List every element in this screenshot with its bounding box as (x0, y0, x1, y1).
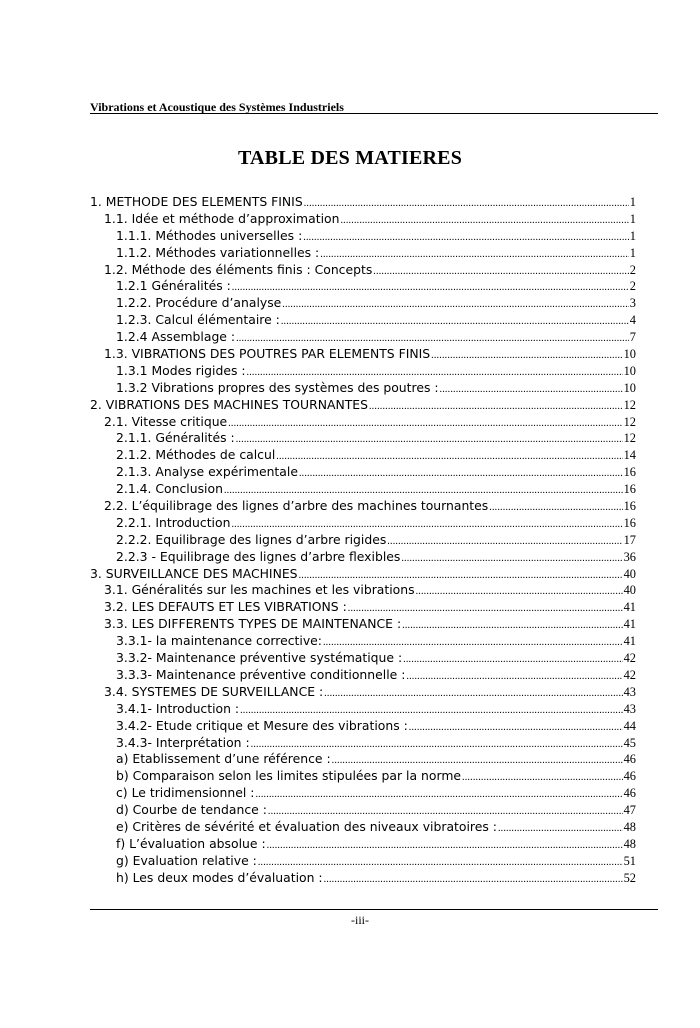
toc-entry-page: 36 (623, 549, 636, 564)
toc-entry-text: 1.2.2. Procédure d’analyse (116, 295, 282, 311)
toc-entry-page: 2 (629, 262, 636, 277)
toc-entry-page: 1 (629, 195, 636, 209)
toc-leader-dots (340, 213, 628, 228)
toc-entry-page: 43 (623, 701, 636, 716)
toc-entry-page: 47 (623, 803, 636, 818)
toc-leader-dots (489, 500, 622, 515)
toc-entry[interactable] (90, 667, 636, 684)
toc-entry-text: 2.1.4. Conclusion (116, 481, 223, 497)
toc-entry-page: 46 (623, 752, 636, 767)
toc-leader-dots (402, 618, 622, 633)
toc-entry-page: 41 (623, 617, 636, 632)
toc-entry-text: 1.2.3. Calcul élémentaire : (116, 312, 280, 328)
toc-entry-page: 7 (629, 330, 636, 345)
toc-leader-dots (320, 247, 629, 262)
toc-entry[interactable] (90, 430, 636, 447)
toc-leader-dots (255, 787, 622, 802)
toc-entry[interactable] (90, 262, 636, 279)
toc-entry-text: f) L’évaluation absolue : (116, 835, 266, 851)
toc-entry-page: 16 (623, 465, 636, 480)
toc-entry-page: 10 (623, 363, 636, 378)
toc-entry-text: 1. METHODE DES ELEMENTS FINIS (90, 194, 303, 209)
toc-entry-page: 14 (623, 448, 636, 463)
toc-entry-text: d) Courbe de tendance : (116, 802, 267, 818)
toc-leader-dots (403, 652, 622, 667)
toc-entry-text: 3.3.3- Maintenance préventive conditionnelle : (116, 666, 406, 682)
toc-entry[interactable] (90, 870, 636, 887)
toc-leader-dots (299, 568, 623, 583)
toc-entry-text: 1.3.1 Modes rigides : (116, 362, 246, 378)
toc-entry-text: b) Comparaison selon les limites stipulées par la norme (116, 768, 462, 784)
toc-entry-text: 3.3. LES DIFFERENTS TYPES DE MAINTENANCE : (104, 616, 402, 632)
toc-leader-dots (276, 449, 622, 464)
toc-entry-text: c) Le tridimensionnel : (116, 785, 255, 801)
running-header: Vibrations et Acoustique des Systèmes Industriels (90, 100, 344, 114)
toc-leader-dots (224, 483, 623, 498)
toc-entry-page: 40 (623, 583, 636, 598)
toc-entry-text: 2.1.3. Analyse expérimentale (116, 464, 298, 480)
toc-leader-dots (387, 534, 622, 549)
toc-entry[interactable] (90, 599, 636, 616)
toc-entry-text: 3.2. LES DEFAUTS ET LES VIBRATIONS : (104, 599, 347, 615)
toc-entry-page: 42 (623, 667, 636, 682)
toc-title: TABLE DES MATIERES (237, 147, 463, 169)
toc-leader-dots (247, 365, 623, 380)
toc-leader-dots (401, 551, 622, 566)
toc-leader-dots (348, 601, 623, 616)
toc-entry[interactable] (90, 397, 636, 414)
toc-entry-text: 1.2.1 Généralités : (116, 278, 231, 294)
toc-entry-text: e) Critères de sévérité et évaluation des niveaux vibratoires : (116, 818, 497, 834)
header-rule (90, 113, 658, 114)
toc-entry-text: 3.4. SYSTEMES DE SURVEILLANCE : (104, 683, 324, 699)
toc-leader-dots (251, 737, 623, 752)
toc-leader-dots (406, 669, 622, 684)
toc-entry-page: 16 (623, 499, 636, 514)
toc-entry-page: 2 (629, 279, 636, 294)
toc-leader-dots (323, 635, 623, 650)
toc-entry[interactable] (90, 836, 636, 853)
toc-leader-dots (231, 517, 622, 532)
toc-entry-text: 1.2.4 Assemblage : (116, 329, 236, 345)
toc-leader-dots (431, 348, 622, 363)
toc-entry-text: 2. VIBRATIONS DES MACHINES TOURNANTES (90, 396, 368, 412)
toc-entry[interactable] (90, 498, 636, 515)
toc-entry-text: 2.2.2. Equilibrage des lignes d’arbre rigides (116, 531, 387, 547)
toc-entry[interactable] (90, 616, 636, 633)
toc-entry-text: 3.1. Généralités sur les machines et les vibrations (104, 582, 415, 598)
toc-entry-text: a) Etablissement d’une référence : (116, 751, 331, 767)
toc-entry-page: 48 (623, 819, 636, 834)
toc-entry[interactable] (90, 228, 636, 245)
toc-leader-dots (267, 838, 623, 853)
toc-entry[interactable] (90, 718, 636, 735)
toc-entry[interactable] (90, 785, 636, 802)
toc-entry[interactable] (90, 633, 636, 650)
toc-entry-text: h) Les deux modes d’évaluation : (116, 869, 323, 885)
toc-entry[interactable] (90, 363, 636, 380)
toc-leader-dots (228, 416, 622, 431)
toc-entry-text: 2.1.2. Méthodes de calcul (116, 447, 276, 463)
toc-entry[interactable] (90, 853, 636, 870)
toc-entry[interactable] (90, 532, 636, 549)
toc-entry-page: 1 (629, 245, 636, 260)
toc-entry-page: 10 (623, 347, 636, 362)
toc-entry-page: 16 (623, 482, 636, 497)
toc-entry-page: 17 (623, 532, 636, 547)
toc-leader-dots (409, 720, 623, 735)
toc-entry-text: 1.1.1. Méthodes universelles : (116, 227, 303, 243)
toc-entry-text: g) Evaluation relative : (116, 852, 257, 868)
toc-entry[interactable] (90, 566, 636, 583)
toc-entry[interactable] (90, 312, 636, 329)
toc-entry[interactable] (90, 245, 636, 262)
toc-entry[interactable] (90, 447, 636, 464)
toc-entry-text: 1.2. Méthode des éléments finis : Concepts (104, 261, 373, 277)
toc-entry-page: 40 (623, 566, 636, 581)
toc-entry[interactable] (90, 819, 636, 836)
toc-entry-text: 1.3.2 Vibrations propres des systèmes des poutres : (116, 379, 439, 395)
toc-leader-dots (236, 432, 623, 447)
toc-entry-page: 12 (623, 397, 636, 412)
toc-entry-page: 48 (623, 836, 636, 851)
toc-entry-page: 16 (623, 515, 636, 530)
toc-entry[interactable] (90, 768, 636, 785)
toc-leader-dots (282, 297, 629, 312)
toc-leader-dots (324, 872, 623, 887)
toc-leader-dots (258, 855, 623, 870)
toc-entry-text: 3.4.2- Etude critique et Mesure des vibrations : (116, 717, 408, 733)
toc-entry-page: 43 (623, 684, 636, 699)
toc-entry[interactable] (90, 701, 636, 718)
toc-entry[interactable] (90, 295, 636, 312)
toc-entry-page: 10 (623, 380, 636, 395)
toc-entry-text: 3. SURVEILLANCE DES MACHINES (90, 565, 298, 581)
toc-entry[interactable] (90, 414, 636, 431)
toc-entry[interactable] (90, 380, 636, 397)
toc-entry[interactable] (90, 582, 636, 599)
toc-entry[interactable] (90, 194, 636, 211)
toc-entry[interactable] (90, 515, 636, 532)
toc-entry-text: 1.3. VIBRATIONS DES POUTRES PAR ELEMENTS FINIS (104, 346, 431, 362)
toc-entry-page: 46 (623, 769, 636, 784)
toc-entry-text: 3.3.2- Maintenance préventive systématique : (116, 650, 403, 666)
toc-leader-dots (240, 703, 623, 718)
toc-entry-text: 1.1.2. Méthodes variationnelles : (116, 244, 320, 260)
toc-leader-dots (369, 399, 623, 414)
toc-leader-dots (462, 770, 623, 785)
toc-entry-text: 3.4.1- Introduction : (116, 700, 240, 716)
toc-entry[interactable] (90, 464, 636, 481)
toc-leader-dots (232, 280, 629, 295)
toc-entry-page: 44 (623, 718, 636, 733)
toc-leader-dots (281, 314, 629, 329)
toc-entry[interactable] (90, 802, 636, 819)
toc-leader-dots (498, 821, 623, 836)
toc-entry-page: 12 (623, 414, 636, 429)
toc-leader-dots (303, 230, 629, 245)
toc-entry[interactable] (90, 650, 636, 667)
toc-entry-page: 45 (623, 735, 636, 750)
toc-leader-dots (324, 686, 622, 701)
toc-entry-page: 51 (623, 853, 636, 868)
toc-entry-page: 41 (623, 634, 636, 649)
toc-entry-page: 46 (623, 786, 636, 801)
toc-entry-text: 2.1. Vitesse critique (104, 413, 228, 429)
toc-entry[interactable] (90, 684, 636, 701)
toc-leader-dots (299, 466, 623, 481)
toc-entry-page: 42 (623, 651, 636, 666)
toc-entry-text: 3.4.3- Interprétation : (116, 734, 250, 750)
toc-entry-text: 2.2.3 - Equilibrage des lignes d’arbre flexibles (116, 548, 401, 564)
footer-rule (90, 909, 658, 910)
toc-entry[interactable] (90, 346, 636, 363)
toc-entry[interactable] (90, 329, 636, 346)
toc-entry-text: 2.1.1. Généralités : (116, 430, 235, 446)
toc-entry-text: 2.2.1. Introduction (116, 514, 231, 530)
toc-entry-text: 2.2. L’équilibrage des lignes d’arbre des machines tournantes (104, 498, 489, 514)
toc-entry-page: 1 (629, 228, 636, 243)
toc-entry-text: 1.1. Idée et méthode d’approximation (104, 210, 340, 226)
toc-entry-text: 3.3.1- la maintenance corrective: (116, 633, 322, 649)
footer-page-number: -iii- (351, 913, 369, 927)
toc-entry-page: 4 (629, 313, 636, 328)
toc-leader-dots (268, 804, 623, 819)
toc-entry[interactable] (90, 278, 636, 295)
toc-entry[interactable] (90, 481, 636, 498)
toc-leader-dots (416, 584, 623, 599)
toc-entry-page: 52 (623, 870, 636, 885)
table-of-contents (90, 194, 636, 887)
toc-leader-dots (332, 753, 623, 768)
toc-leader-dots (304, 196, 629, 211)
toc-entry-page: 3 (629, 296, 636, 311)
toc-leader-dots (236, 331, 629, 346)
toc-entry-page: 1 (629, 211, 636, 226)
toc-entry[interactable] (90, 751, 636, 768)
toc-leader-dots (373, 264, 629, 279)
toc-entry[interactable] (90, 549, 636, 566)
toc-leader-dots (440, 382, 623, 397)
toc-entry[interactable] (90, 735, 636, 752)
toc-entry-page: 12 (623, 431, 636, 446)
toc-entry[interactable] (90, 211, 636, 228)
toc-entry-page: 41 (623, 600, 636, 615)
